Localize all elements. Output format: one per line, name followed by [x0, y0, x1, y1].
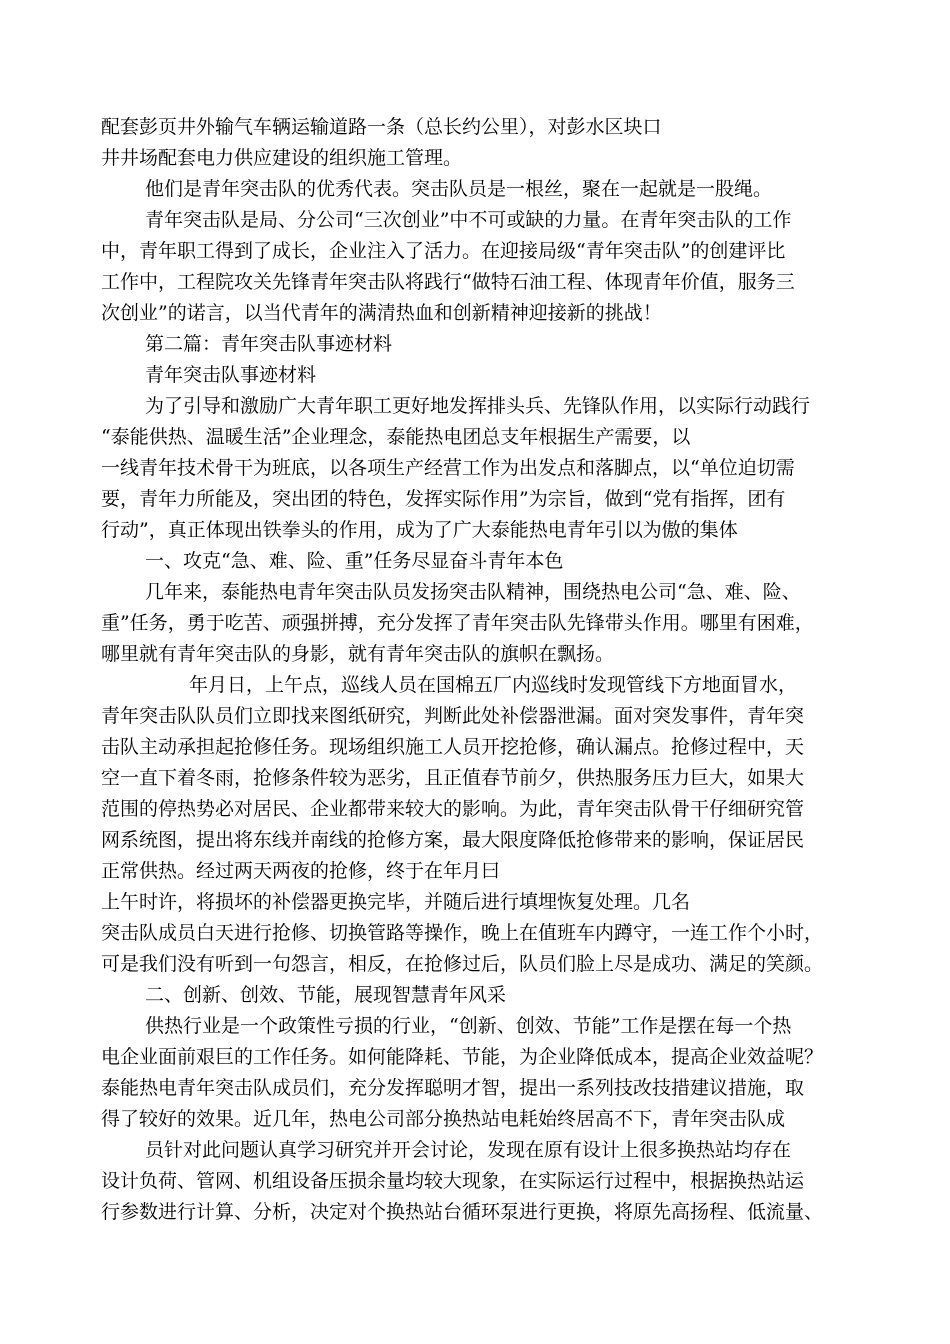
text-line: 行参数进行计算、分析，决定对个换热站台循环泵进行更换，将原先高扬程、低流量、 — [101, 1201, 824, 1223]
text-line: 青年突击队队员们立即找来图纸研究，判断此处补偿器泄漏。面对突发事件，青年突 — [101, 705, 805, 727]
text-line: 配套彭页井外输气车辆运输道路一条（总长约公里），对彭水区块口 — [101, 116, 662, 138]
text-line: 泰能热电青年突击队成员们，充分发挥聪明才智，提出一系列技改技措建议措施，取 — [101, 1077, 805, 1099]
paragraph-start: 为了引导和激励广大青年职工更好地发挥排头兵、先锋队作用，以实际行动践行 — [145, 395, 811, 417]
paragraph-start: 供热行业是一个政策性亏损的行业，“创新、创效、节能”工作是摆在每一个热 — [145, 1015, 792, 1037]
section-heading: 二、创新、创效、节能，展现智慧青年风采 — [145, 984, 507, 1006]
text-line: 突击队成员白天进行抢修、切换管路等操作，晚上在值班车内蹲守，一连工作个小时， — [101, 922, 824, 944]
text-line: 设计负荷、管网、机组设备压损余量均较大现象，在实际运行过程中，根据换热站运 — [101, 1170, 805, 1192]
text-line: 要，青年力所能及，突出团的特色，发挥实际作用”为宗旨，做到“党有指挥，团有 — [101, 488, 786, 510]
text-line: 击队主动承担起抢修任务。现场组织施工人员开挖抢修，确认漏点。抢修过程中，天 — [101, 736, 805, 758]
paragraph-start: 几年来，泰能热电青年突击队员发扬突击队精神，围绕热电公司“急、难、险、 — [145, 581, 801, 603]
text-line: 一线青年技术骨干为班底，以各项生产经营工作为出发点和落脚点，以“单位迫切需 — [101, 457, 795, 479]
article-title: 青年突击队事迹材料 — [145, 364, 317, 386]
text-line: 行动”，真正体现出铁拳头的作用，成为了广大泰能热电青年引以为傲的集体 — [101, 519, 738, 541]
text-line: 次创业”的诺言，以当代青年的满清热血和创新精神迎接新的挑战！ — [101, 302, 662, 324]
text-line: 范围的停热势必对居民、企业都带来较大的影响。为此，青年突击队骨干仔细研究管 — [101, 798, 805, 820]
text-line: 哪里就有青年突击队的身影，就有青年突击队的旗帜在飘扬。 — [101, 643, 615, 665]
text-line: 空一直下着冬雨，抢修条件较为恶劣，且正值春节前夕，供热服务压力巨大，如果大 — [101, 767, 805, 789]
text-line: 得了较好的效果。近几年，热电公司部分换热站电耗始终居高不下，青年突击队成 — [101, 1108, 786, 1130]
paragraph-start: 年月日，上午点，巡线人员在国棉五厂内巡线时发现管线下方地面冒水， — [189, 674, 798, 696]
text-line: 网系统图，提出将东线并南线的抢修方案，最大限度降低抢修带来的影响，保证居民 — [101, 829, 805, 851]
paragraph-start: 他们是青年突击队的优秀代表。突击队员是一根丝，聚在一起就是一股绳。 — [145, 178, 773, 200]
section-heading: 一、攻克“急、难、险、重”任务尽显奋斗青年本色 — [145, 550, 564, 572]
text-line: 中，青年职工得到了成长，企业注入了活力。在迎接局级“青年突击队”的创建评比 — [101, 240, 786, 262]
document-body — [101, 112, 861, 1228]
text-line: “泰能供热、温暖生活”企业理念，泰能热电团总支年根据生产需要，以 — [101, 426, 691, 448]
text-line: 正常供热。经过两天两夜的抢修，终于在年月曰 — [101, 860, 501, 882]
text-line: 员针对此问题认真学习研究并开会讨论，发现在原有设计上很多换热站均存在 — [145, 1139, 792, 1161]
text-line: 工作中，工程院攻关先锋青年突击队将践行“做特石油工程、体现青年价值，服务三 — [101, 271, 795, 293]
text-line: 重”任务，勇于吃苦、顽强拼搏，充分发挥了青年突击队先锋带头作用。哪里有困难， — [101, 612, 814, 634]
text-line: 井井场配套电力供应建设的组织施工管理。 — [101, 147, 463, 169]
text-line: 上午时许，将损坏的补偿器更换完毕，并随后进行填埋恢复处理。几名 — [101, 891, 691, 913]
section-title: 第二篇：青年突击队事迹材料 — [145, 333, 393, 355]
text-line: 可是我们没有听到一句怨言，相反，在抢修过后，队员们脸上尽是成功、满足的笑颜。 — [101, 953, 824, 975]
text-line: 电企业面前艰巨的工作任务。如何能降耗、节能，为企业降低成本，提高企业效益呢？ — [101, 1046, 824, 1068]
paragraph-start: 青年突击队是局、分公司“三次创业”中不可或缺的力量。在青年突击队的工作 — [145, 209, 792, 231]
